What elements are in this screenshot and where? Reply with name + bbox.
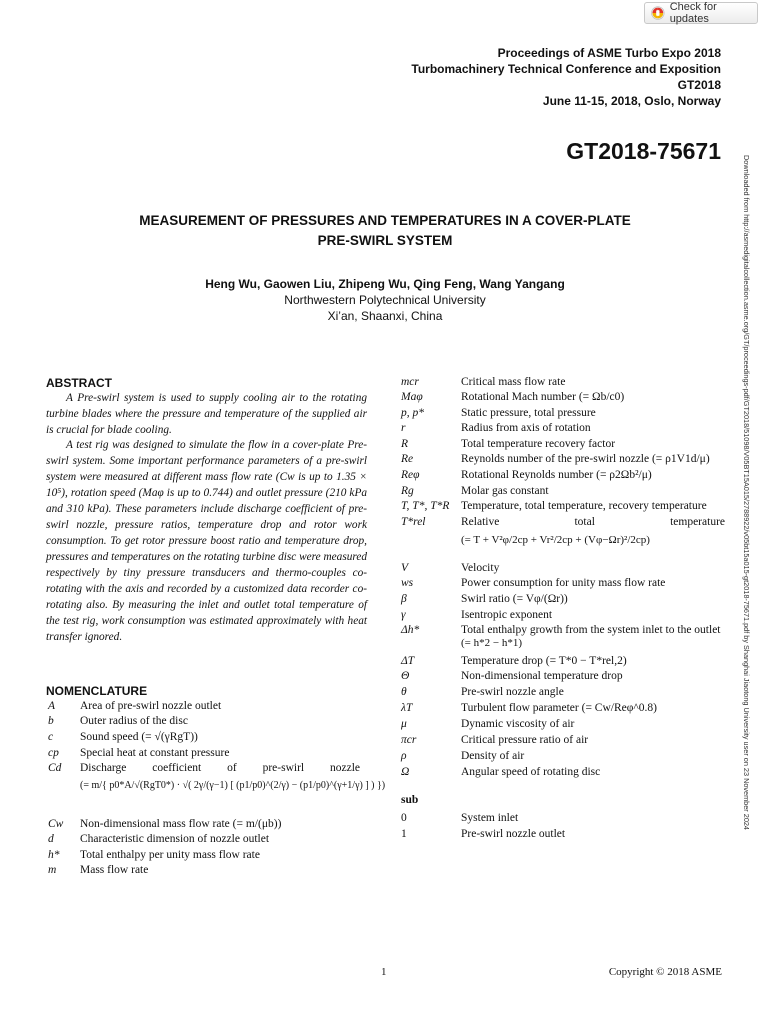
trel-formula: (= T + V²φ/2cp + Vr²/2cp + (Vφ−Ωr)²/2cp) xyxy=(461,534,650,546)
nom-symbol: cp xyxy=(48,747,59,759)
abstract-heading: ABSTRACT xyxy=(46,376,112,390)
nom-definition: Discharge coefficient of pre-swirl nozzle xyxy=(80,762,360,774)
nom-definition: Isentropic exponent xyxy=(461,609,553,621)
nomenclature-heading: NOMENCLATURE xyxy=(46,684,148,698)
nom-symbol: Δh* xyxy=(401,624,420,636)
cd-formula: (= m/{ p0*A/√(RgT0*) · √( 2γ/(γ−1) [ (p1/p0)^(2/γ) − (p1/p0)^(γ+1/γ) ] ) }) xyxy=(80,780,386,791)
check-for-updates-button[interactable] xyxy=(644,2,758,24)
nom-symbol: R xyxy=(401,438,409,450)
proceedings-line-4: June 11-15, 2018, Oslo, Norway xyxy=(542,94,721,108)
nom-definition: Turbulent flow parameter (= Cw/Reφ^0.8) xyxy=(461,702,657,714)
nom-symbol: Ω xyxy=(401,766,410,778)
nom-symbol: Cw xyxy=(48,818,64,830)
nom-symbol: c xyxy=(48,731,54,743)
nom-definition: Mass flow rate xyxy=(80,864,149,876)
nom-definition: Pre-swirl nozzle angle xyxy=(461,686,564,698)
nom-definition: Reynolds number of the pre-swirl nozzle (= ρ1V1d/μ) xyxy=(461,453,710,465)
nom-definition: Area of pre-swirl nozzle outlet xyxy=(80,700,222,712)
sub-symbol: 1 xyxy=(401,828,407,840)
nom-symbol: θ xyxy=(401,686,407,698)
nom-definition: Temperature, total temperature, recovery temperature xyxy=(461,500,707,512)
paper-title-line-2: PRE-SWIRL SYSTEM xyxy=(317,233,453,248)
subscript-heading: sub xyxy=(401,794,419,806)
abstract-paragraph-1 xyxy=(46,390,367,438)
nom-symbol: V xyxy=(401,562,409,574)
nom-symbol: γ xyxy=(401,609,406,621)
nom-definition: Angular speed of rotating disc xyxy=(461,766,601,778)
nom-definition: Total enthalpy per unity mass flow rate xyxy=(80,849,260,861)
nom-symbol: Reφ xyxy=(401,469,420,481)
nom-symbol: ws xyxy=(401,577,414,589)
nom-symbol: β xyxy=(401,593,407,605)
nom-definition: Critical pressure ratio of air xyxy=(461,734,589,746)
nom-symbol: λT xyxy=(401,702,413,714)
page-number: 1 xyxy=(381,966,387,978)
nom-definition: Static pressure, total pressure xyxy=(461,407,596,419)
nom-definition: Total enthalpy growth from the system inlet to the outlet xyxy=(461,624,721,636)
nom-definition: Power consumption for unity mass flow rate xyxy=(461,577,666,589)
proceedings-line-2: Turbomachinery Technical Conference and Exposition xyxy=(411,62,721,76)
download-note-text: Downloaded from http://asmedigitalcollection.asme.org/GT/proceedings-pdf/GT2018/51098/V05BT15A015/2788922/v05bt15a015-gt2018-75671.pdf by Shanghai Jiaotong University user on 23 November 2024 xyxy=(742,155,751,830)
nom-symbol: h* xyxy=(48,849,60,861)
copyright-notice: Copyright © 2018 ASME xyxy=(608,966,722,978)
check-for-updates-label: Check for updates xyxy=(669,1,717,25)
nom-definition: Characteristic dimension of nozzle outlet xyxy=(80,833,270,845)
sub-symbol: 0 xyxy=(401,812,407,824)
dh-formula: (= h*2 − h*1) xyxy=(461,637,522,649)
abstract-paragraph-2-text: A test rig was designed to simulate the flow in a cover-plate Pre-swirl system. Some important performance parameters of a pre-swirl system were measured at different mass flow rate (Cw is up to 1.35 × 10⁵), rotation speed (Maφ is up to 0.744) and outlet pressure (210 kPa and 310 kPa). These parameters include discharge coefficient of pre-swirl nozzle, pressure ratios, temperature drop and rotor work consumption. To get rotor pressure boost ratio and temperature drop, pressures and temperatures on the rotating turbine disc were measured respectively by tiny pressure transducers and thermo-couples co-rotating with the axis and recorded by a customized data recorder co-rotating also. By measuring the inlet and outlet total temperature of the test rig, work consumption was estimated approximately with heat transfer ignored. xyxy=(46,439,367,643)
author-location: Xi’an, Shaanxi, China xyxy=(327,309,443,323)
nom-definition: Dynamic viscosity of air xyxy=(461,718,575,730)
proceedings-line-1: Proceedings of ASME Turbo Expo 2018 xyxy=(497,46,721,60)
nom-symbol: πcr xyxy=(401,734,417,746)
nom-definition: Rotational Reynolds number (= ρ2Ωb²/μ) xyxy=(461,469,652,481)
nom-symbol: Re xyxy=(401,453,414,465)
crossmark-icon xyxy=(651,6,665,20)
nom-symbol: d xyxy=(48,833,54,845)
nom-definition: Velocity xyxy=(461,562,500,574)
nom-definition: Relative total temperature xyxy=(461,516,725,528)
nom-symbol: p, p* xyxy=(401,407,424,419)
nom-symbol: Cd xyxy=(48,762,62,774)
nom-definition: Temperature drop (= T*0 − T*rel,2) xyxy=(461,655,627,667)
sub-definition: Pre-swirl nozzle outlet xyxy=(461,828,566,840)
paper-id: GT2018-75671 xyxy=(566,138,721,164)
nom-symbol: ρ xyxy=(401,750,407,762)
nom-symbol: T*rel xyxy=(401,516,426,528)
nom-symbol: A xyxy=(48,700,56,712)
author-names: Heng Wu, Gaowen Liu, Zhipeng Wu, Qing Feng, Wang Yangang xyxy=(205,277,565,291)
nom-definition: Special heat at constant pressure xyxy=(80,747,230,759)
sub-definition: System inlet xyxy=(461,812,519,824)
nom-definition: Density of air xyxy=(461,750,525,762)
abstract-paragraph-2 xyxy=(46,437,367,645)
nom-symbol: ΔT xyxy=(401,655,415,667)
nom-definition: Rotational Mach number (= Ωb/c0) xyxy=(461,391,625,403)
nom-symbol: b xyxy=(48,715,54,727)
nom-symbol: Maφ xyxy=(401,391,423,403)
nom-definition: Non-dimensional mass flow rate (= m/(μb)) xyxy=(80,818,282,830)
nom-definition: Non-dimensional temperature drop xyxy=(461,670,623,682)
nom-definition: Sound speed (= √(γRgT)) xyxy=(80,731,198,743)
download-side-note xyxy=(739,155,753,875)
paper-title-line-1: MEASUREMENT OF PRESSURES AND TEMPERATURES IN A COVER-PLATE xyxy=(139,213,631,228)
nom-definition: Molar gas constant xyxy=(461,485,549,497)
nom-definition: Swirl ratio (= Vφ/(Ωr)) xyxy=(461,593,568,605)
author-affiliation: Northwestern Polytechnical University xyxy=(284,293,486,307)
nom-definition: Critical mass flow rate xyxy=(461,376,566,388)
abstract-paragraph-1-text: A Pre-swirl system is used to supply cooling air to the rotating turbine blades where the pressure and temperature of the supplied air is crucial for blade cooling. xyxy=(46,392,367,436)
nom-definition: Radius from axis of rotation xyxy=(461,422,591,434)
nom-symbol: r xyxy=(401,422,406,434)
nom-symbol: Rg xyxy=(401,485,414,497)
nom-definition: Total temperature recovery factor xyxy=(461,438,616,450)
nom-symbol: Θ xyxy=(401,670,410,682)
nom-symbol: m xyxy=(48,864,57,876)
nom-symbol: mcr xyxy=(401,376,419,388)
nom-definition: Outer radius of the disc xyxy=(80,715,188,727)
proceedings-line-3: GT2018 xyxy=(677,78,721,92)
nom-symbol: μ xyxy=(401,718,407,730)
nom-symbol: T, T*, T*R xyxy=(401,500,450,512)
